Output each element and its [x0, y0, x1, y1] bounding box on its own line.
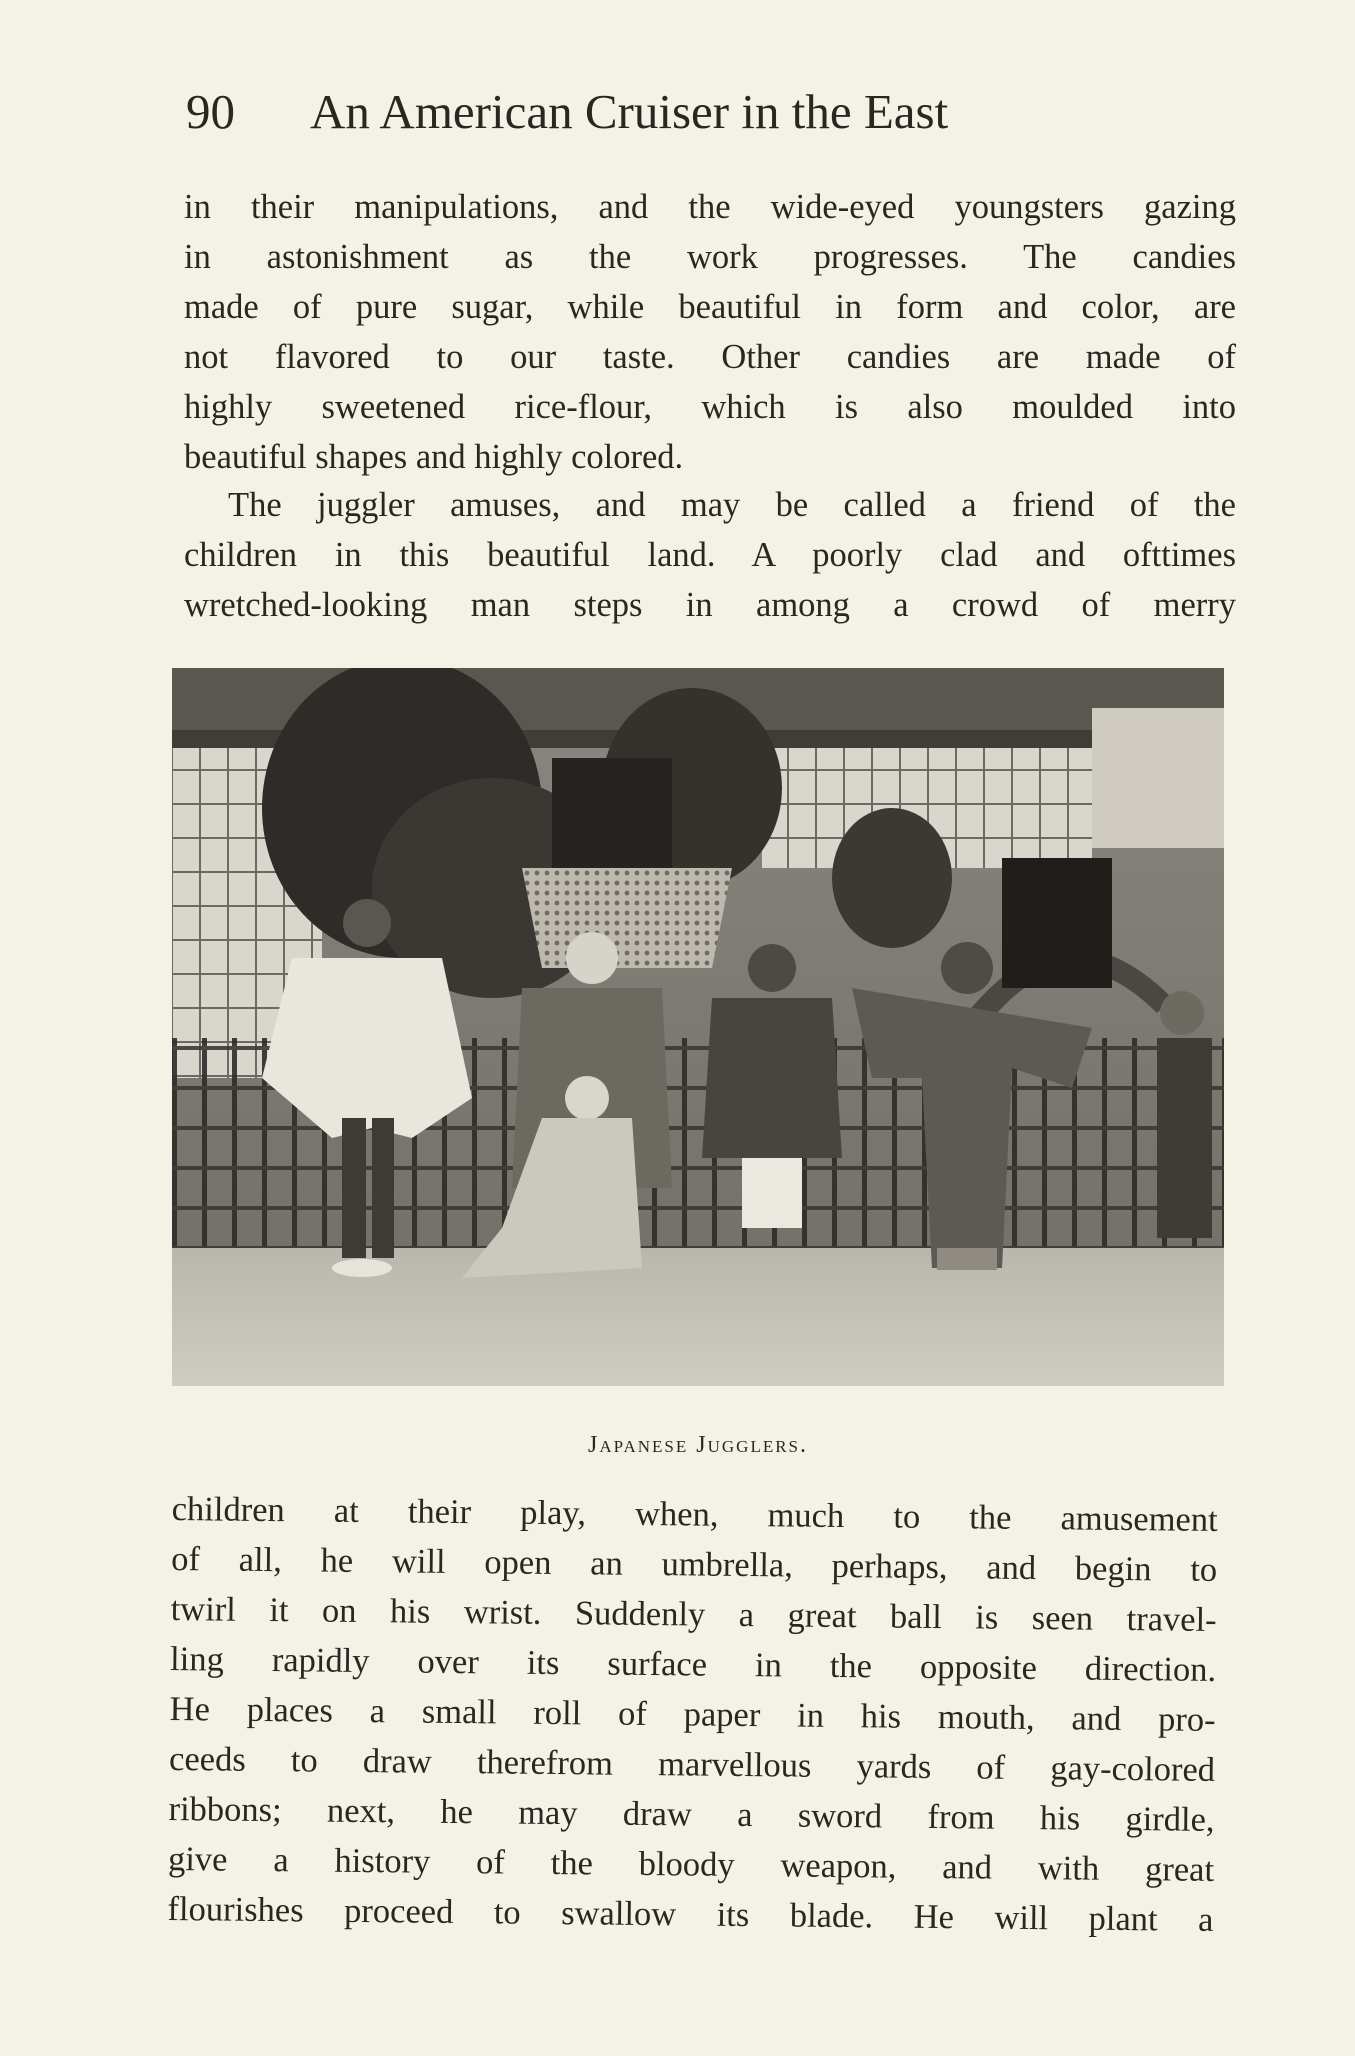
- text-line: The juggler amuses, and may be called a friend of the: [228, 486, 1236, 524]
- text-line: ling rapidly over its surface in the opposite direction.: [169, 1639, 1217, 1689]
- running-head: [186, 82, 1116, 142]
- text-line: in astonishment as the work progresses. The candies: [184, 238, 1236, 276]
- text-line: highly sweetened rice-flour, which is also moulded into: [184, 388, 1236, 426]
- figure-caption: Japanese Jugglers.: [587, 1432, 809, 1458]
- text-line: not flavored to our taste. Other candies are made of: [184, 338, 1236, 376]
- photograph-plate: [172, 668, 1224, 1386]
- text-line: twirl it on his wrist. Suddenly a great ball is seen travel-: [170, 1589, 1217, 1639]
- running-title: An American Cruiser in the East: [310, 84, 949, 139]
- text-line: ribbons; next, he may draw a sword from his girdle,: [168, 1789, 1215, 1839]
- text-line: children in this beautiful land. A poorly clad and ofttimes: [184, 536, 1236, 574]
- text-line: wretched-looking man steps in among a crowd of merry: [184, 586, 1236, 624]
- text-line: give a history of the bloody weapon, and with great: [167, 1839, 1215, 1889]
- paragraph-1: [184, 182, 1236, 482]
- text-line: of all, he will open an umbrella, perhaps, and begin to: [171, 1539, 1218, 1589]
- text-line: flourishes proceed to swallow its blade. He will plant a: [167, 1889, 1214, 1939]
- page-number: 90: [186, 84, 235, 139]
- text-line: children at their play, when, much to the amusement: [171, 1489, 1218, 1539]
- jugglers-photograph: [172, 668, 1224, 1386]
- paragraph-3: [167, 1484, 1218, 1945]
- paragraph-2: [184, 480, 1236, 630]
- text-line: made of pure sugar, while beautiful in form and color, are: [184, 288, 1236, 326]
- text-line: He places a small roll of paper in his mouth, and pro-: [169, 1689, 1216, 1739]
- text-line: ceeds to draw therefrom marvellous yards of gay-colored: [168, 1739, 1216, 1789]
- text-line: beautiful shapes and highly colored.: [184, 438, 684, 476]
- text-line: in their manipulations, and the wide-eyed youngsters gazing: [184, 188, 1236, 226]
